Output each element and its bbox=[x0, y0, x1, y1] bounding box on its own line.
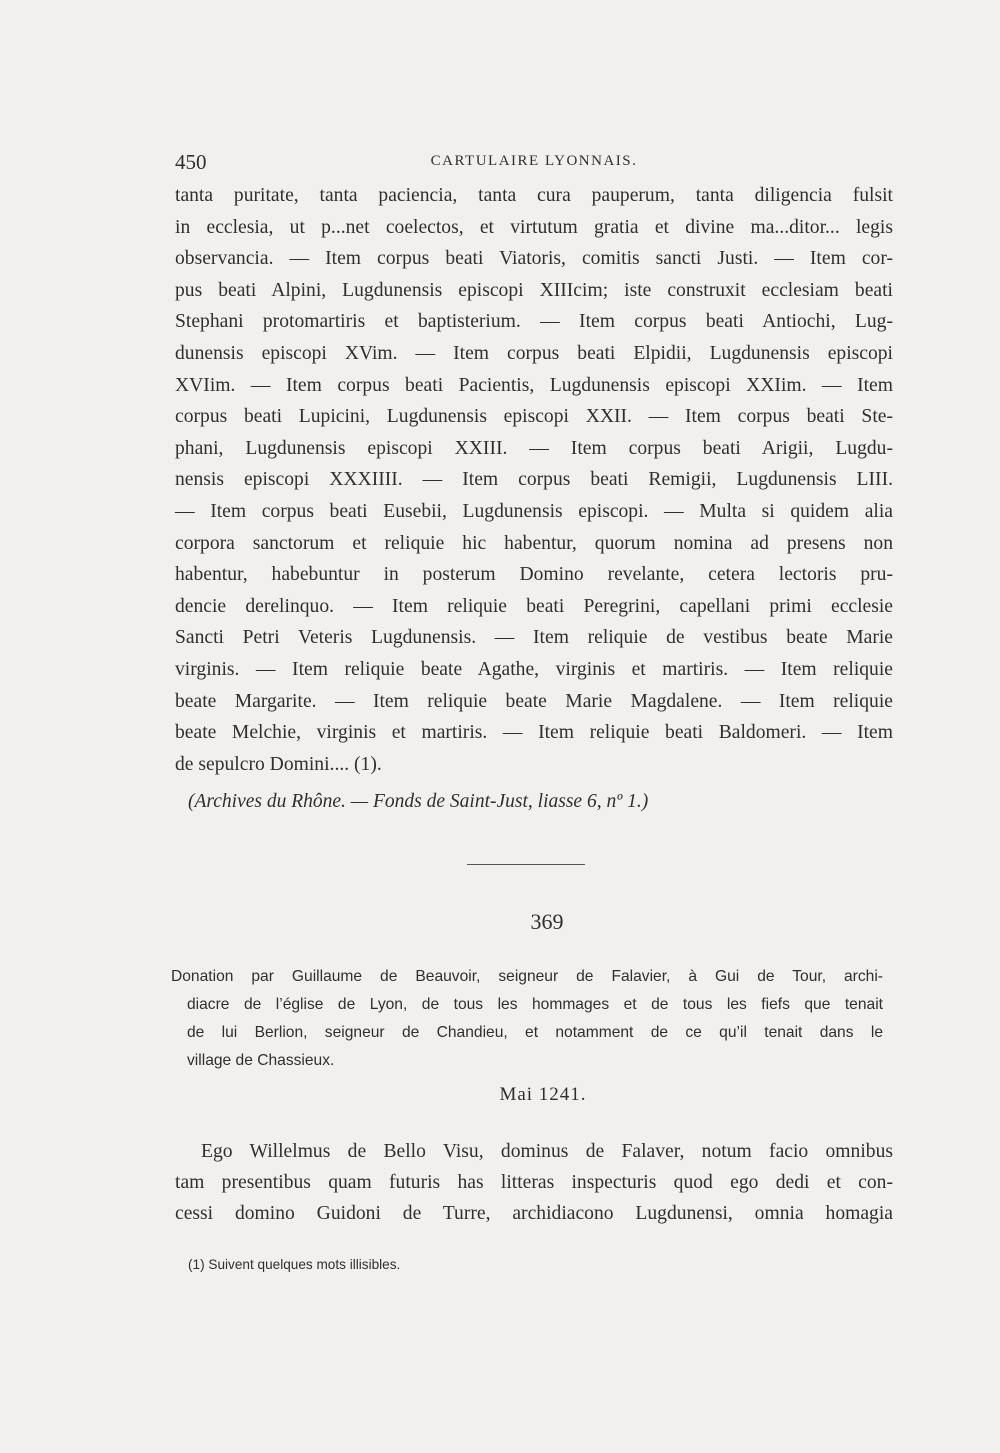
text-line: beate Melchie, virginis et martiris. — Item reliquie beati Baldomeri. — Item bbox=[175, 722, 893, 744]
text-line: dencie derelinquo. — Item reliquie beati Peregrini, capellani primi ecclesie bbox=[175, 595, 893, 617]
text-line: observancia. — Item corpus beati Viatoris, comitis sancti Justi. — Item cor- bbox=[175, 248, 893, 270]
text-line: dunensis episcopi XVim. — Item corpus beati Elpidii, Lugdunensis episcopi bbox=[175, 342, 893, 364]
text-line: virginis. — Item reliquie beate Agathe, virginis et martiris. — Item reliquie bbox=[175, 658, 893, 680]
main-text bbox=[175, 180, 893, 780]
running-title: CARTULAIRE LYONNAIS. bbox=[430, 153, 638, 169]
text-line: in ecclesia, ut p...net coelectos, et virtutum gratia et divine ma...ditor... legis bbox=[175, 216, 893, 238]
text-line: beate Margarite. — Item reliquie beate Marie Magdalene. — Item reliquie bbox=[175, 690, 893, 712]
document-page bbox=[171, 150, 893, 1273]
charter-summary bbox=[171, 963, 883, 1075]
section-divider bbox=[467, 864, 585, 865]
text-line: de sepulcro Domini.... (1). bbox=[175, 753, 382, 775]
running-head bbox=[175, 150, 893, 180]
summary-line: diacre de l’église de Lyon, de tous les hommages et de tous les fiefs que tenait bbox=[187, 996, 883, 1014]
charter-number: 369 bbox=[530, 909, 564, 935]
charter-line: cessi domino Guidoni de Turre, archidiacono Lugdunensi, omnia homagia bbox=[175, 1203, 893, 1225]
summary-line: Donation par Guillaume de Beauvoir, seigneur de Falavier, à Gui de Tour, archi- bbox=[171, 968, 883, 986]
charter-date: Mai 1241. bbox=[499, 1084, 587, 1106]
source-citation: (Archives du Rhône. — Fonds de Saint-Just, liasse 6, nº 1.) bbox=[188, 791, 649, 813]
charter-line: Ego Willelmus de Bello Visu, dominus de Falaver, notum facio omnibus bbox=[201, 1141, 893, 1163]
charter-line: tam presentibus quam futuris has litteras inspecturis quod ego dedi et con- bbox=[175, 1172, 893, 1194]
text-line: corpus beati Lupicini, Lugdunensis episcopi XXII. — Item corpus beati Ste- bbox=[175, 406, 893, 428]
summary-line: village de Chassieux. bbox=[187, 1052, 335, 1070]
text-line: — Item corpus beati Eusebii, Lugdunensis episcopi. — Multa si quidem alia bbox=[175, 500, 893, 522]
summary-line: de lui Berlion, seigneur de Chandieu, et notamment de ce qu’il tenait dans le bbox=[187, 1024, 883, 1042]
text-line: nensis episcopi XXXIIII. — Item corpus beati Remigii, Lugdunensis LIII. bbox=[175, 469, 893, 491]
text-line: corpora sanctorum et reliquie hic habentur, quorum nomina ad presens non bbox=[175, 532, 893, 554]
text-line: Sancti Petri Veteris Lugdunensis. — Item reliquie de vestibus beate Marie bbox=[175, 627, 893, 649]
text-line: pus beati Alpini, Lugdunensis episcopi XIIIcim; iste construxit ecclesiam beati bbox=[175, 279, 893, 301]
text-line: habentur, habebuntur in posterum Domino revelante, cetera lectoris pru- bbox=[175, 564, 893, 586]
charter-text bbox=[175, 1136, 893, 1229]
page-number: 450 bbox=[175, 150, 207, 174]
text-line: Stephani protomartiris et baptisterium. — Item corpus beati Antiochi, Lug- bbox=[175, 311, 893, 333]
text-line: XVIim. — Item corpus beati Pacientis, Lugdunensis episcopi XXIim. — Item bbox=[175, 374, 893, 396]
text-line: tanta puritate, tanta paciencia, tanta cura pauperum, tanta diligencia fulsit bbox=[175, 185, 893, 206]
text-line: phani, Lugdunensis episcopi XXIII. — Item corpus beati Arigii, Lugdu- bbox=[175, 437, 893, 459]
footnote: (1) Suivent quelques mots illisibles. bbox=[188, 1257, 401, 1273]
